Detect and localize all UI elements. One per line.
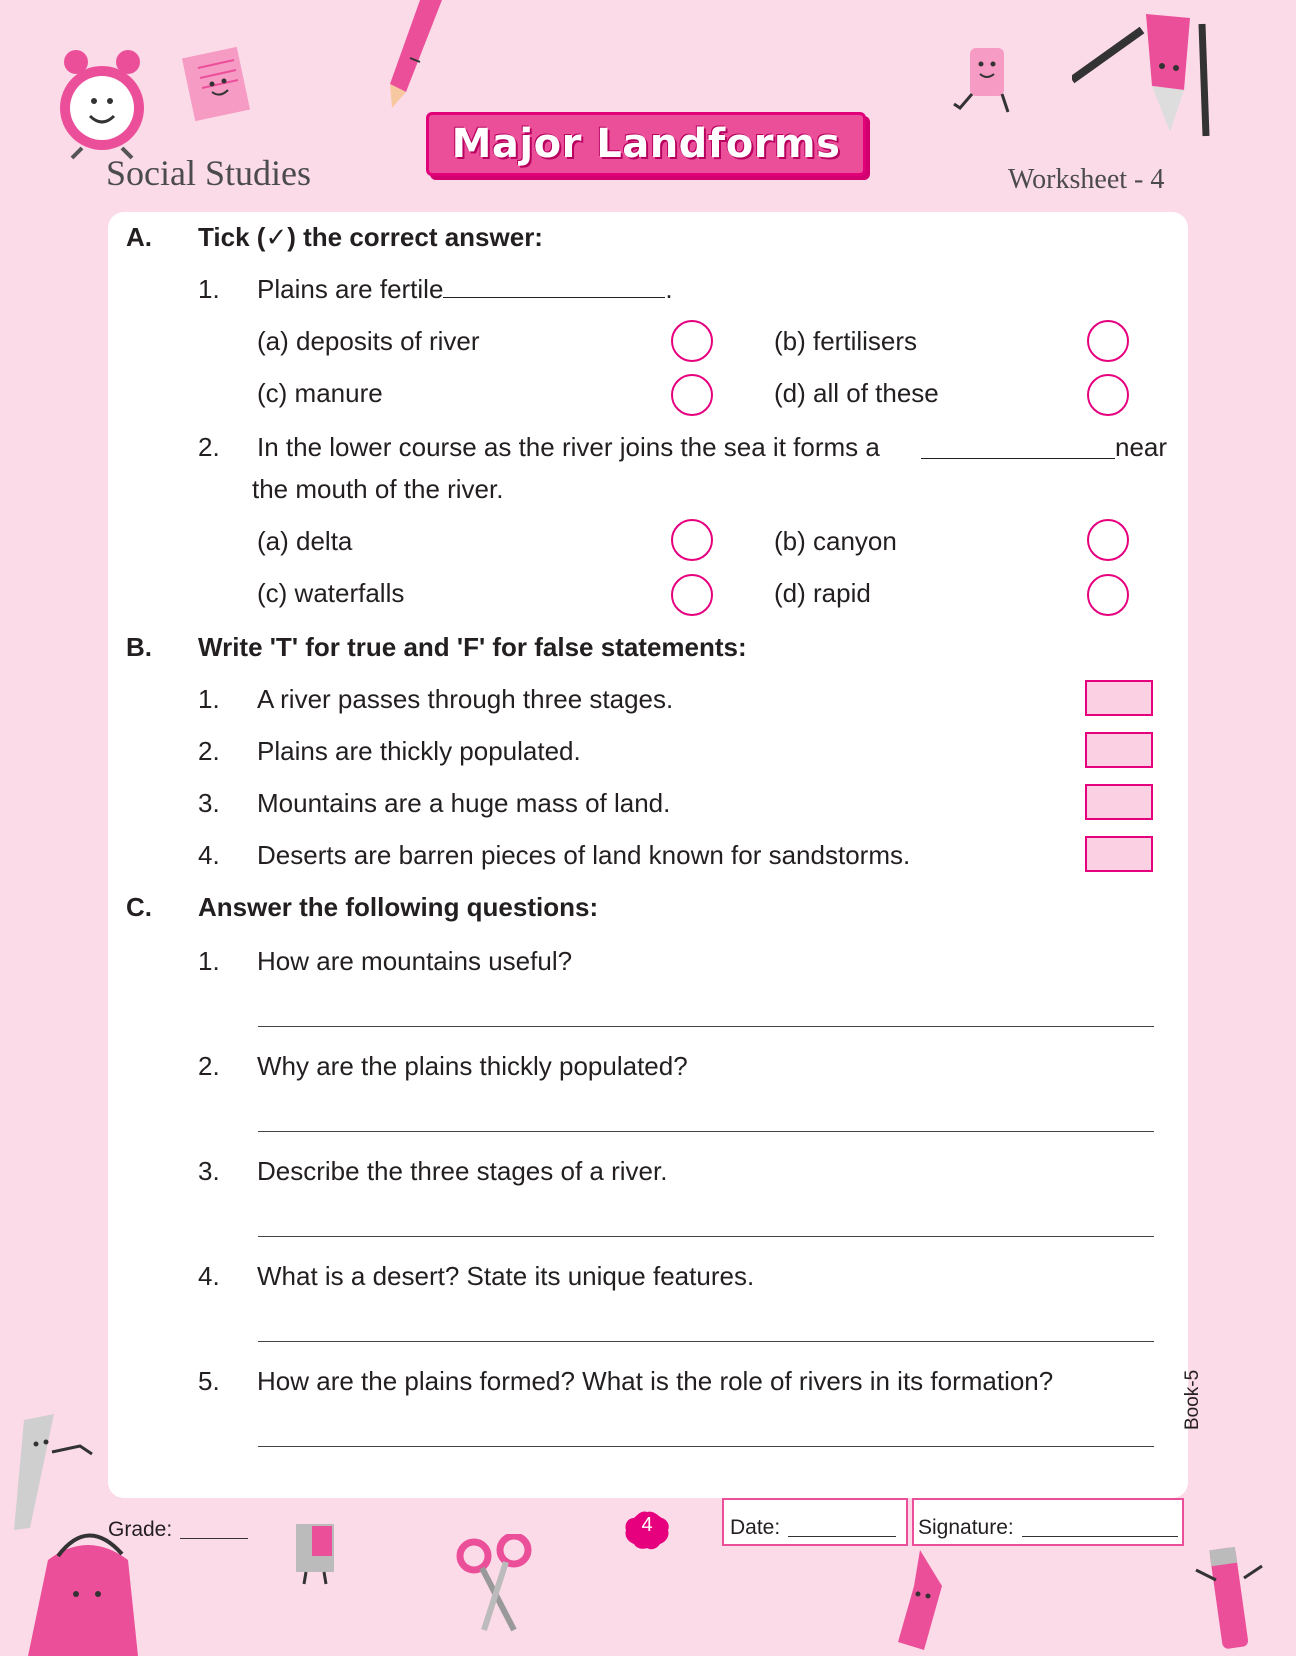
option-checkbox[interactable]	[671, 374, 713, 416]
grade-label: Grade:	[108, 1518, 173, 1541]
true-false-box[interactable]	[1085, 836, 1153, 872]
option-text: (a) deposits of river	[257, 326, 480, 356]
notepad-icon	[178, 44, 258, 124]
option-text: (d) rapid	[774, 578, 871, 608]
date-box[interactable]	[722, 1498, 908, 1546]
option-checkbox[interactable]	[1087, 519, 1129, 561]
sharpener-icon	[286, 1518, 346, 1588]
option-text: (b) canyon	[774, 526, 897, 556]
option-checkbox[interactable]	[1087, 374, 1129, 416]
pen-character-icon	[1190, 1540, 1270, 1656]
pencil-icon	[380, 0, 450, 112]
eraser-character-icon	[948, 42, 1028, 122]
option-text: (c) manure	[257, 378, 383, 408]
answer-line[interactable]	[258, 1341, 1154, 1342]
fill-blank	[443, 275, 665, 298]
answer-line[interactable]	[258, 1026, 1154, 1027]
question-text: What is a desert? State its unique features.	[257, 1261, 755, 1291]
option-text: (d) all of these	[774, 378, 939, 408]
title-banner	[426, 112, 866, 176]
question-number: 3.	[198, 1156, 220, 1186]
section-b-heading: Write 'T' for true and 'F' for false statements:	[198, 632, 747, 662]
question-text: Why are the plains thickly populated?	[257, 1051, 688, 1081]
option-checkbox[interactable]	[671, 574, 713, 616]
page-number: 4	[641, 1514, 653, 1536]
option-text: (b) fertilisers	[774, 326, 918, 356]
crayon-character-icon	[884, 1546, 954, 1656]
statement-text: Plains are thickly populated.	[257, 736, 581, 766]
answer-line[interactable]	[258, 1131, 1154, 1132]
statement-number: 4.	[198, 840, 220, 870]
statement-number: 2.	[198, 736, 220, 766]
answer-line[interactable]	[258, 1236, 1154, 1237]
section-b-letter: B.	[126, 632, 152, 662]
section-c-letter: C.	[126, 892, 152, 922]
true-false-box[interactable]	[1085, 732, 1153, 768]
answer-line[interactable]	[258, 1446, 1154, 1447]
statement-number: 1.	[198, 684, 220, 714]
grade-input-line[interactable]	[180, 1538, 248, 1539]
option-checkbox[interactable]	[671, 320, 713, 362]
question-number: 1.	[198, 274, 220, 304]
question-number: 2.	[198, 1051, 220, 1081]
signature-input-line	[1022, 1536, 1178, 1537]
question-text: In the lower course as the river joins the sea it forms a	[257, 432, 880, 462]
scissors-icon	[454, 1534, 534, 1634]
book-label: Book-5	[1182, 1369, 1203, 1430]
statement-text: A river passes through three stages.	[257, 684, 674, 714]
question-text: How are the plains formed? What is the role of rivers in its formation?	[257, 1366, 1054, 1396]
question-number: 2.	[198, 432, 220, 462]
section-a-letter: A.	[126, 222, 152, 252]
statement-text: Deserts are barren pieces of land known for sandstorms.	[257, 840, 911, 870]
question-number: 5.	[198, 1366, 220, 1396]
true-false-box[interactable]	[1085, 680, 1153, 716]
question-text-main: Plains are fertile	[257, 274, 444, 304]
worksheet-label: Worksheet - 4	[1008, 164, 1165, 195]
statement-text: Mountains are a huge mass of land.	[257, 788, 671, 818]
true-false-box[interactable]	[1085, 784, 1153, 820]
alarm-clock-icon	[52, 46, 152, 161]
question-number: 1.	[198, 946, 220, 976]
question-text-line2: the mouth of the river.	[252, 474, 504, 504]
option-checkbox[interactable]	[1087, 574, 1129, 616]
question-number: 4.	[198, 1261, 220, 1291]
pencil-character-icon	[1072, 4, 1222, 140]
date-input-line	[788, 1536, 896, 1537]
section-c-heading: Answer the following questions:	[198, 892, 599, 922]
question-text-after: near	[1115, 432, 1168, 462]
question-end: .	[665, 274, 673, 304]
question-text: Describe the three stages of a river.	[257, 1156, 668, 1186]
option-checkbox[interactable]	[671, 519, 713, 561]
option-checkbox[interactable]	[1087, 320, 1129, 362]
option-text: (c) waterfalls	[257, 578, 405, 608]
fill-blank	[921, 436, 1115, 459]
subject-label: Social Studies	[106, 153, 311, 193]
page-title: Major Landforms	[451, 121, 841, 167]
section-a-heading: Tick (✓) the correct answer:	[198, 222, 543, 252]
question-text: How are mountains useful?	[257, 946, 573, 976]
question-text	[257, 274, 673, 305]
signature-box[interactable]	[912, 1498, 1184, 1546]
signature-label: Signature:	[918, 1516, 1014, 1539]
date-label: Date:	[730, 1516, 781, 1539]
statement-number: 3.	[198, 788, 220, 818]
option-text: (a) delta	[257, 526, 353, 556]
